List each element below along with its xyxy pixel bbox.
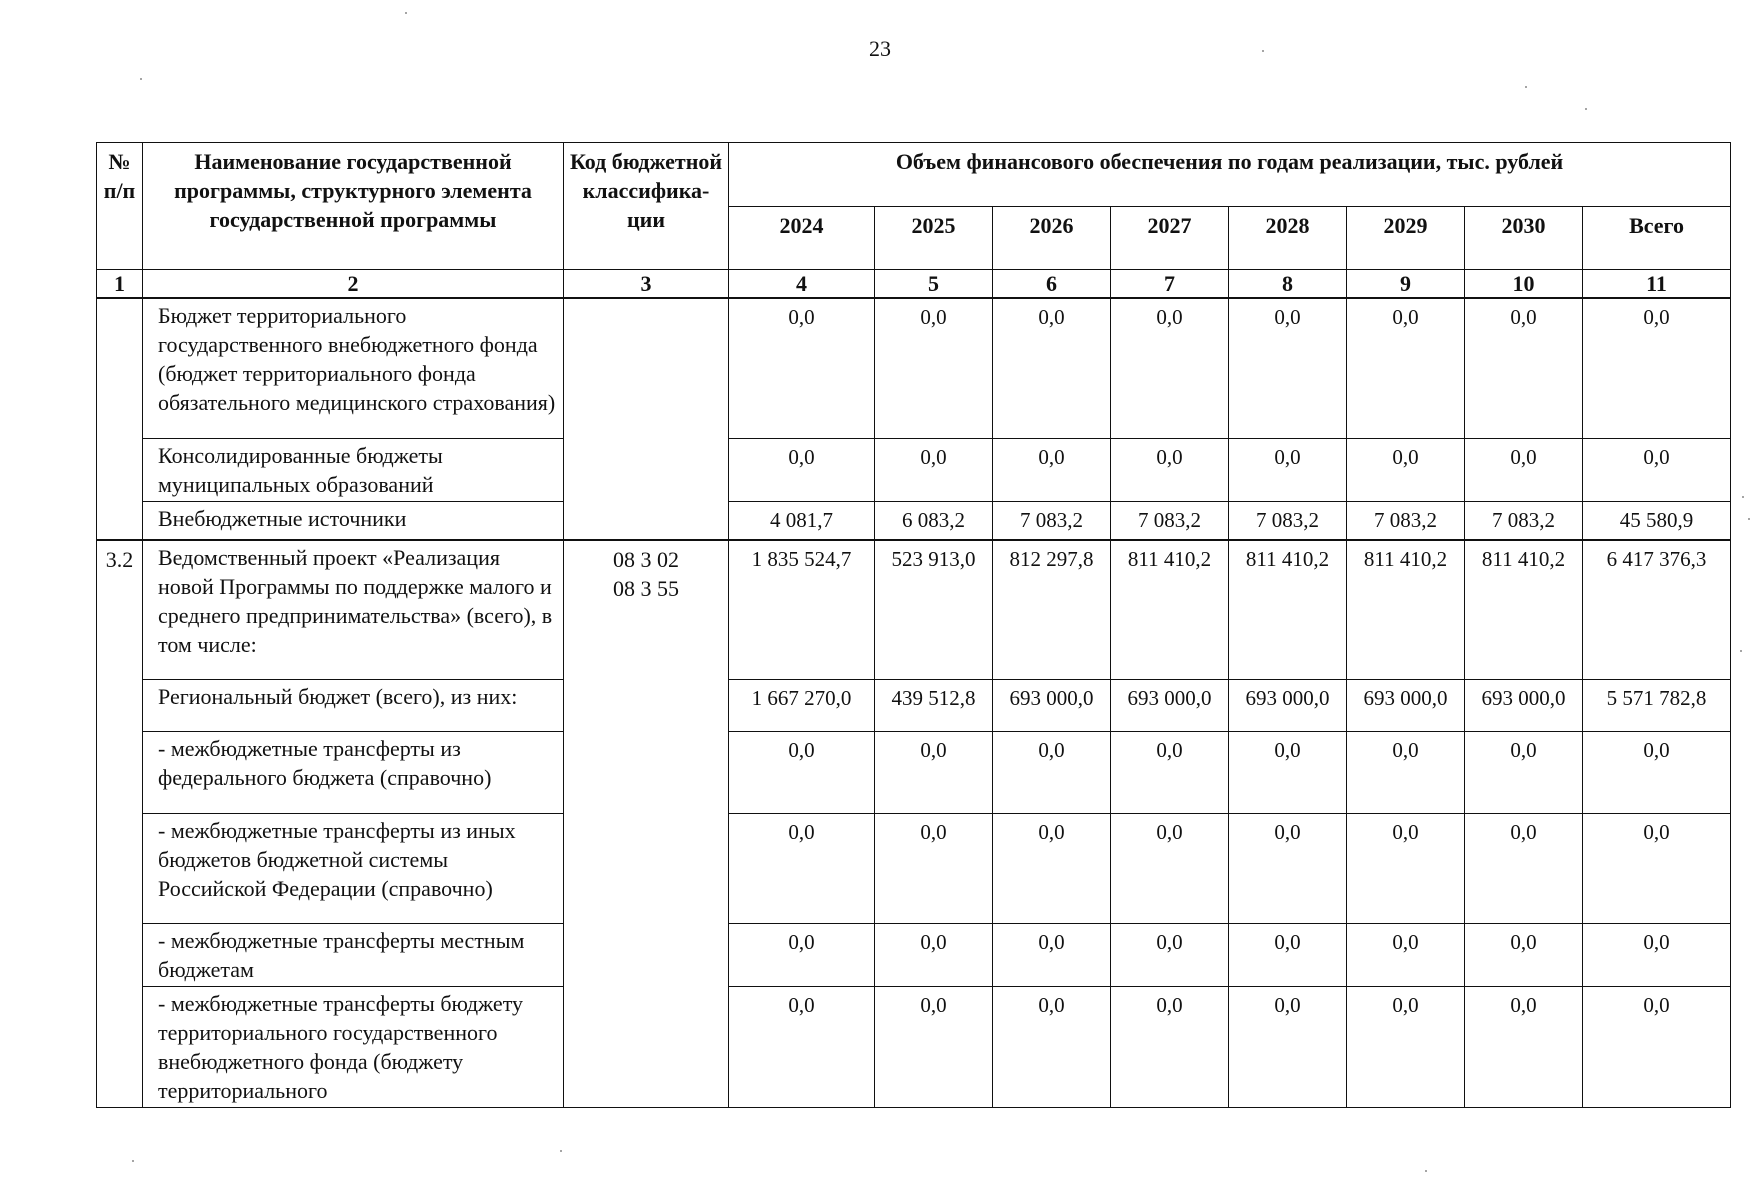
row-value: 0,0 bbox=[1465, 987, 1583, 1108]
table-row bbox=[97, 438, 1731, 501]
scan-speck bbox=[1585, 108, 1587, 110]
row-name: Консолидированные бюджеты муниципальных образований bbox=[143, 438, 564, 501]
row-value: 0,0 bbox=[1347, 987, 1465, 1108]
row-value: 0,0 bbox=[729, 814, 875, 924]
row-value: 4 081,7 bbox=[729, 501, 875, 540]
row-name: Внебюджетные источники bbox=[143, 501, 564, 540]
row-value: 693 000,0 bbox=[1111, 680, 1229, 732]
header-year: 2026 bbox=[993, 206, 1111, 270]
row-total: 0,0 bbox=[1583, 814, 1731, 924]
row-value: 0,0 bbox=[875, 987, 993, 1108]
table-row bbox=[97, 732, 1731, 814]
row-value: 0,0 bbox=[875, 298, 993, 438]
row-value: 0,0 bbox=[875, 924, 993, 987]
row-number bbox=[97, 298, 143, 540]
table-row bbox=[97, 298, 1731, 438]
scan-speck bbox=[1525, 86, 1527, 88]
row-value: 0,0 bbox=[729, 298, 875, 438]
column-number: 9 bbox=[1347, 270, 1465, 299]
scan-speck bbox=[405, 12, 407, 14]
table-row bbox=[97, 501, 1731, 540]
row-name: - межбюджетные трансферты из федерального бюджета (справочно) bbox=[143, 732, 564, 814]
row-value: 0,0 bbox=[1229, 732, 1347, 814]
row-value: 0,0 bbox=[1347, 298, 1465, 438]
row-value: 0,0 bbox=[993, 438, 1111, 501]
scan-speck bbox=[1262, 50, 1264, 52]
row-value: 811 410,2 bbox=[1465, 540, 1583, 680]
row-name: - межбюджетные трансферты бюджету территориального государственного внебюджетного фонда (бюджету территориального bbox=[143, 987, 564, 1108]
row-total: 0,0 bbox=[1583, 924, 1731, 987]
header-volume: Объем финансового обеспечения по годам реализации, тыс. рублей bbox=[729, 143, 1731, 207]
header-year: 2027 bbox=[1111, 206, 1229, 270]
row-value: 0,0 bbox=[1229, 924, 1347, 987]
header-name: Наименование государственной программы, структурного элемента государственной программы bbox=[143, 143, 564, 270]
row-name: - межбюджетные трансферты из иных бюджетов бюджетной системы Российской Федерации (справочно) bbox=[143, 814, 564, 924]
row-value: 0,0 bbox=[729, 987, 875, 1108]
budget-code: 08 3 02 bbox=[613, 546, 679, 572]
row-value: 0,0 bbox=[1465, 732, 1583, 814]
header-code: Код бюджетной классифика-ции bbox=[564, 143, 729, 270]
header-year: 2029 bbox=[1347, 206, 1465, 270]
row-value: 0,0 bbox=[1229, 814, 1347, 924]
column-number: 1 bbox=[97, 270, 143, 299]
row-value: 0,0 bbox=[1465, 298, 1583, 438]
row-name: Региональный бюджет (всего), из них: bbox=[143, 680, 564, 732]
column-number: 11 bbox=[1583, 270, 1731, 299]
row-total: 5 571 782,8 bbox=[1583, 680, 1731, 732]
row-value: 0,0 bbox=[993, 732, 1111, 814]
row-value: 0,0 bbox=[1347, 814, 1465, 924]
row-value: 0,0 bbox=[1229, 987, 1347, 1108]
row-value: 6 083,2 bbox=[875, 501, 993, 540]
row-value: 439 512,8 bbox=[875, 680, 993, 732]
column-number: 7 bbox=[1111, 270, 1229, 299]
row-value: 0,0 bbox=[729, 924, 875, 987]
row-value: 7 083,2 bbox=[1229, 501, 1347, 540]
header-year: 2025 bbox=[875, 206, 993, 270]
scan-speck bbox=[1425, 1170, 1427, 1172]
row-value: 0,0 bbox=[1229, 438, 1347, 501]
row-value: 0,0 bbox=[875, 438, 993, 501]
table-row bbox=[97, 680, 1731, 732]
row-value: 0,0 bbox=[1347, 732, 1465, 814]
row-value: 7 083,2 bbox=[1465, 501, 1583, 540]
column-number: 4 bbox=[729, 270, 875, 299]
row-value: 0,0 bbox=[729, 732, 875, 814]
row-value: 811 410,2 bbox=[1111, 540, 1229, 680]
table-row bbox=[97, 924, 1731, 987]
row-code bbox=[564, 540, 729, 1108]
scan-speck bbox=[560, 1150, 562, 1152]
row-value: 811 410,2 bbox=[1347, 540, 1465, 680]
row-value: 693 000,0 bbox=[1229, 680, 1347, 732]
row-value: 0,0 bbox=[1465, 814, 1583, 924]
row-value: 693 000,0 bbox=[1347, 680, 1465, 732]
column-number: 10 bbox=[1465, 270, 1583, 299]
row-number: 3.2 bbox=[97, 540, 143, 1108]
header-num: № п/п bbox=[97, 143, 143, 270]
row-value: 0,0 bbox=[1347, 438, 1465, 501]
row-name: Бюджет территориального государственного внебюджетного фонда (бюджет территориального фонда обязательного медицинского страхования) bbox=[143, 298, 564, 438]
scan-speck bbox=[132, 1160, 134, 1162]
table-row bbox=[97, 987, 1731, 1108]
row-value: 0,0 bbox=[1111, 987, 1229, 1108]
row-value: 0,0 bbox=[1111, 814, 1229, 924]
row-value: 0,0 bbox=[875, 732, 993, 814]
financing-table bbox=[96, 142, 1731, 1108]
row-value: 7 083,2 bbox=[1111, 501, 1229, 540]
row-value: 693 000,0 bbox=[1465, 680, 1583, 732]
row-value: 0,0 bbox=[1111, 438, 1229, 501]
scan-speck bbox=[1748, 518, 1750, 520]
column-number: 2 bbox=[143, 270, 564, 299]
budget-code: 08 3 55 bbox=[613, 575, 679, 601]
column-number: 5 bbox=[875, 270, 993, 299]
header-total: Всего bbox=[1583, 206, 1731, 270]
row-value: 0,0 bbox=[1111, 732, 1229, 814]
row-total: 6 417 376,3 bbox=[1583, 540, 1731, 680]
row-value: 1 835 524,7 bbox=[729, 540, 875, 680]
header-year: 2024 bbox=[729, 206, 875, 270]
column-number: 3 bbox=[564, 270, 729, 299]
row-value: 0,0 bbox=[1229, 298, 1347, 438]
row-value: 7 083,2 bbox=[993, 501, 1111, 540]
row-value: 0,0 bbox=[729, 438, 875, 501]
row-value: 0,0 bbox=[1465, 924, 1583, 987]
scan-speck bbox=[1740, 650, 1742, 652]
row-value: 0,0 bbox=[875, 814, 993, 924]
row-value: 0,0 bbox=[1465, 438, 1583, 501]
row-value: 0,0 bbox=[993, 298, 1111, 438]
row-total: 0,0 bbox=[1583, 438, 1731, 501]
row-value: 0,0 bbox=[993, 987, 1111, 1108]
column-number: 8 bbox=[1229, 270, 1347, 299]
scan-speck bbox=[1742, 496, 1744, 498]
row-total: 0,0 bbox=[1583, 298, 1731, 438]
row-value: 811 410,2 bbox=[1229, 540, 1347, 680]
row-value: 693 000,0 bbox=[993, 680, 1111, 732]
scan-speck bbox=[140, 78, 142, 80]
row-value: 0,0 bbox=[1111, 924, 1229, 987]
row-value: 0,0 bbox=[993, 924, 1111, 987]
row-total: 0,0 bbox=[1583, 987, 1731, 1108]
row-value: 812 297,8 bbox=[993, 540, 1111, 680]
table-row bbox=[97, 814, 1731, 924]
table-row bbox=[97, 540, 1731, 680]
row-value: 7 083,2 bbox=[1347, 501, 1465, 540]
header-year: 2030 bbox=[1465, 206, 1583, 270]
row-value: 1 667 270,0 bbox=[729, 680, 875, 732]
row-code bbox=[564, 298, 729, 540]
page-number: 23 bbox=[869, 36, 891, 61]
row-total: 45 580,9 bbox=[1583, 501, 1731, 540]
row-value: 523 913,0 bbox=[875, 540, 993, 680]
header-year: 2028 bbox=[1229, 206, 1347, 270]
row-total: 0,0 bbox=[1583, 732, 1731, 814]
row-value: 0,0 bbox=[993, 814, 1111, 924]
row-name: - межбюджетные трансферты местным бюджетам bbox=[143, 924, 564, 987]
row-value: 0,0 bbox=[1347, 924, 1465, 987]
row-value: 0,0 bbox=[1111, 298, 1229, 438]
column-number: 6 bbox=[993, 270, 1111, 299]
row-name: Ведомственный проект «Реализация новой Программы по поддержке малого и среднего предпринимательства» (всего), в том числе: bbox=[143, 540, 564, 680]
